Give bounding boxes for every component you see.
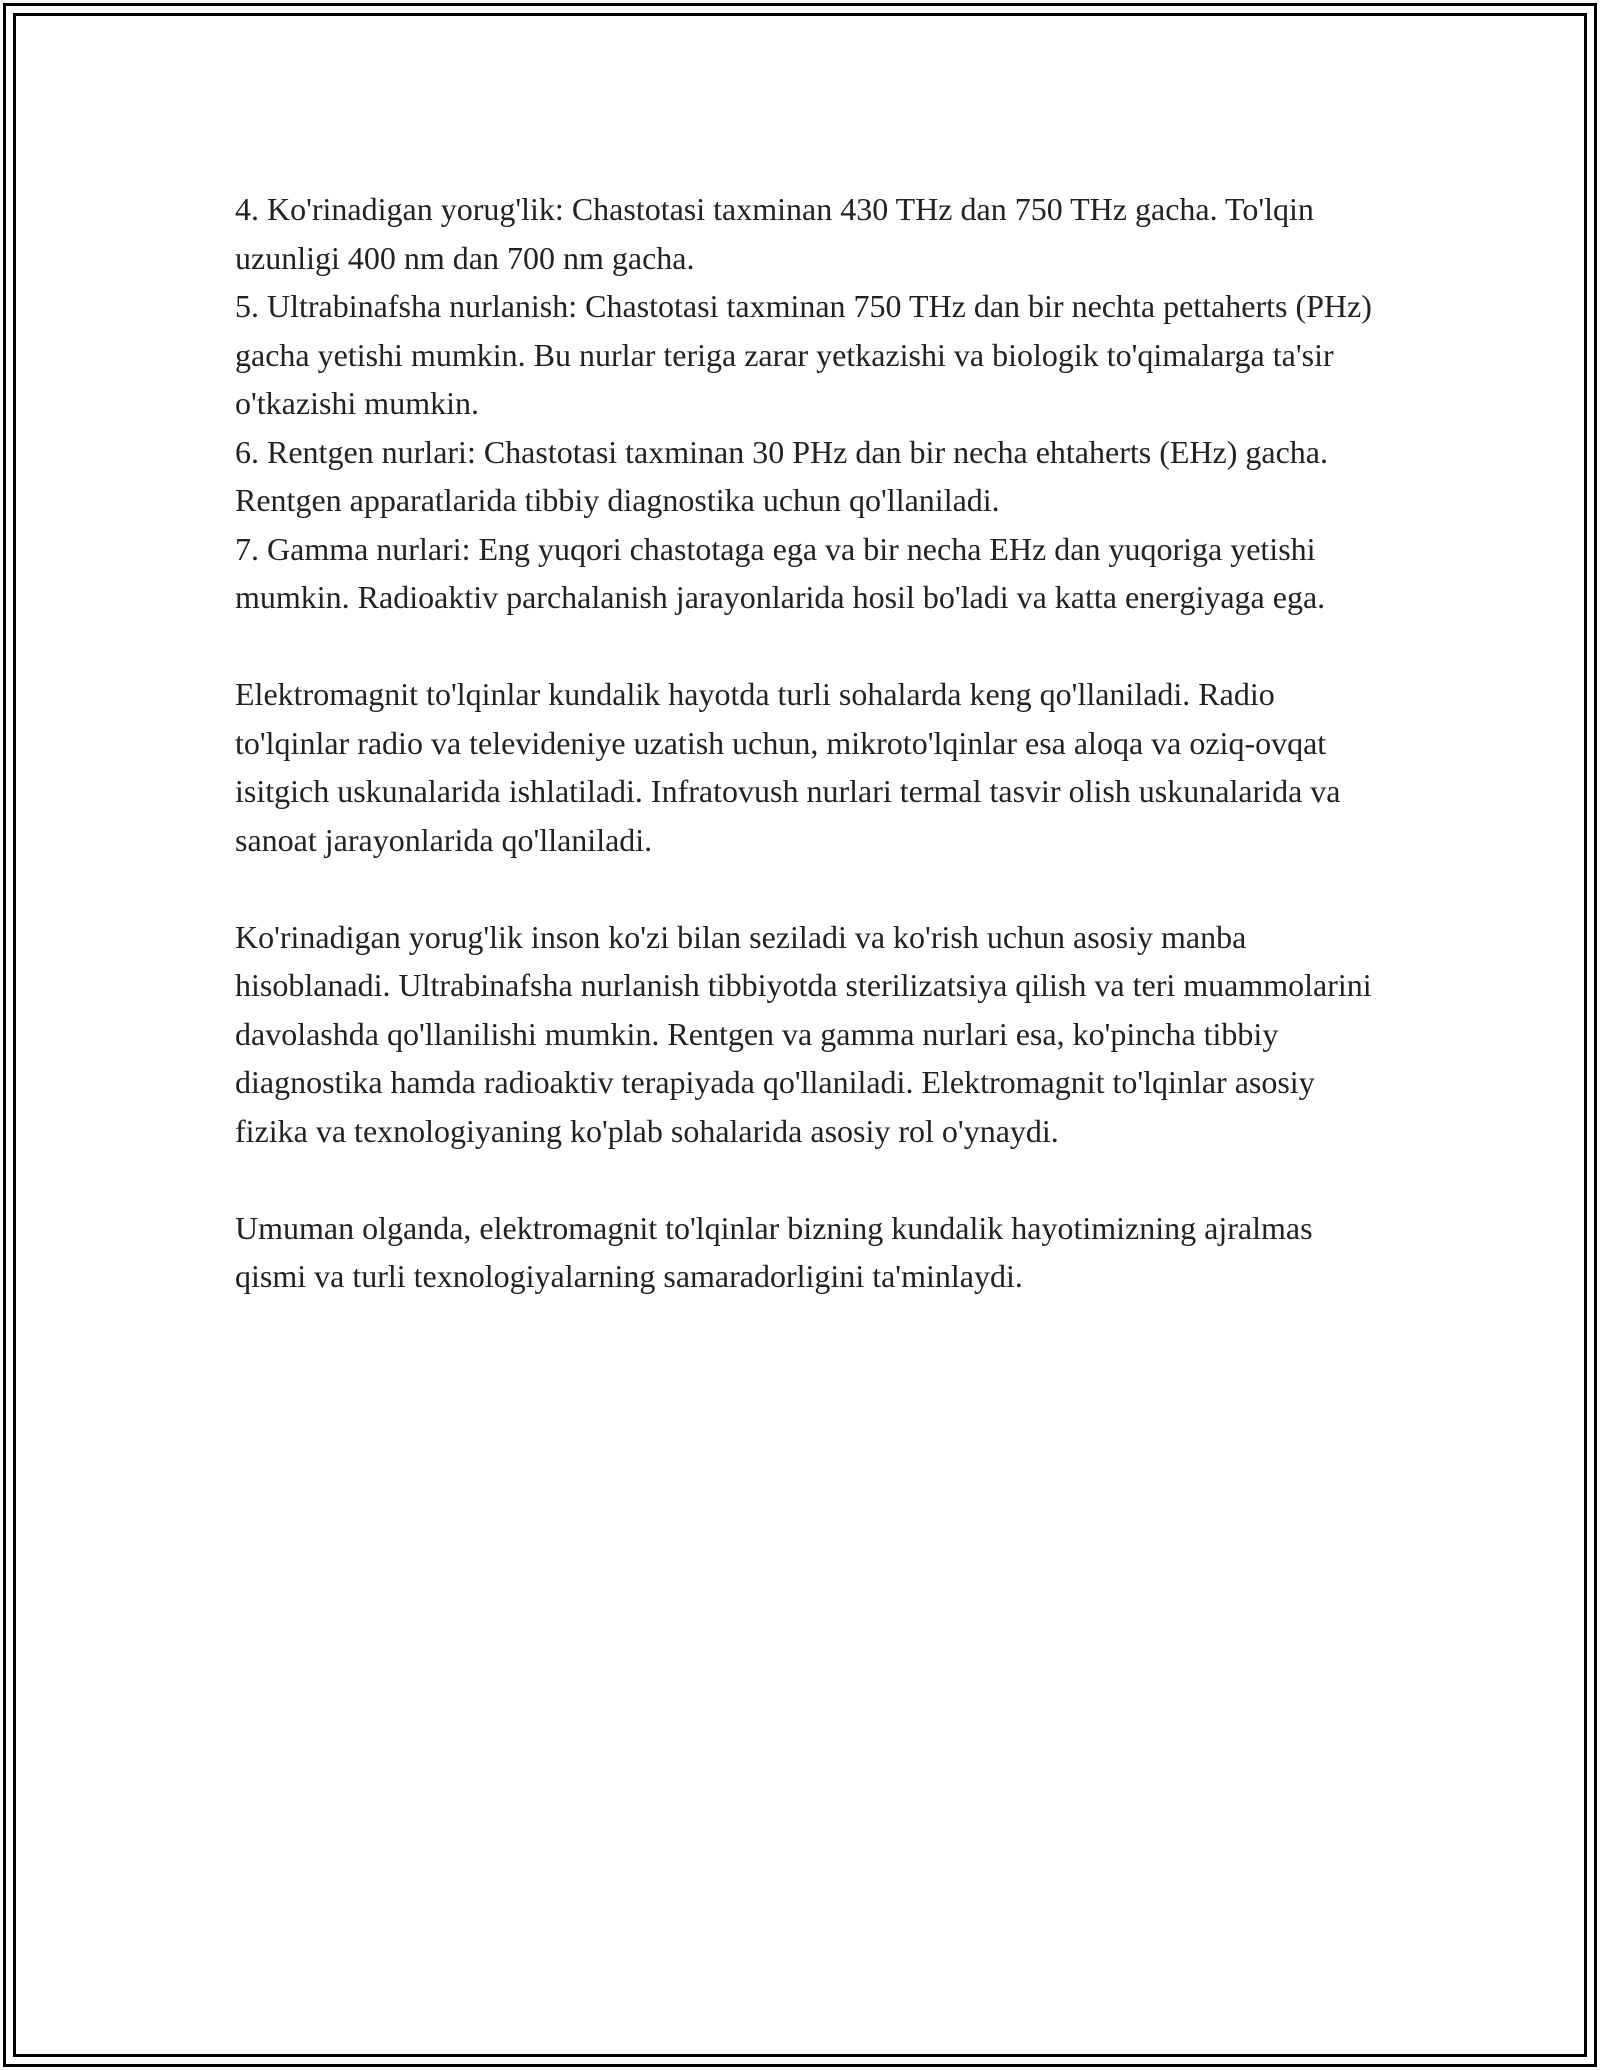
paragraph-conclusion: Umuman olganda, elektromagnit to'lqinlar bizning kundalik hayotimizning ajralmas qismi va turli texnologiyalarning samaradorligini ta'minlaydi.	[235, 1209, 1313, 1294]
list-item-ultraviolet: 5. Ultrabinafsha nurlanish: Chastotasi taxminan 750 THz dan bir nechta pettaherts (PHz) gacha yetishi mumkin. Bu nurlar teriga zarar yetkazishi va biologik to'qimalarga ta'sir o'tkazishi mumkin.	[235, 288, 1372, 421]
paragraph-visible-light-uses: Ko'rinadigan yorug'lik inson ko'zi bilan seziladi va ko'rish uchun asosiy manba hisoblanadi. Ultrabinafsha nurlanish tibbiyotda sterilizatsiya qilish va teri muammolarini davolashda qo'llanilishi mumkin. Rentgen va gamma nurlari esa, ko'pincha tibbiy diagnostika hamda radioaktiv terapiyada qo'llaniladi. Elektromagnit to'lqinlar asosiy fizika va texnologiyaning ko'plab sohalarida asosiy rol o'ynaydi.	[235, 918, 1372, 1149]
document-body	[235, 185, 1385, 1301]
paragraph-applications: Elektromagnit to'lqinlar kundalik hayotda turli sohalarda keng qo'llaniladi. Radio to'lqinlar radio va televideniye uzatish uchun, mikroto'lqinlar esa aloqa va oziq-ovqat isitgich uskunalarida ishlatiladi. Infratovush nurlari termal tasvir olish uskunalarida va sanoat jarayonlarida qo'llaniladi.	[235, 676, 1341, 858]
list-item-gamma: 7. Gamma nurlari: Eng yuqori chastotaga ega va bir necha EHz dan yuqoriga yetishi mumkin. Radioaktiv parchalanish jarayonlarida hosil bo'ladi va katta energiyaga ega.	[235, 530, 1326, 615]
list-item-xray: 6. Rentgen nurlari: Chastotasi taxminan 30 PHz dan bir necha ehtaherts (EHz) gacha. Rentgen apparatlarida tibbiy diagnostika uchun qo'llaniladi.	[235, 433, 1328, 518]
list-item-visible-light: 4. Ko'rinadigan yorug'lik: Chastotasi taxminan 430 THz dan 750 THz gacha. To'lqin uzunligi 400 nm dan 700 nm gacha.	[235, 191, 1314, 276]
